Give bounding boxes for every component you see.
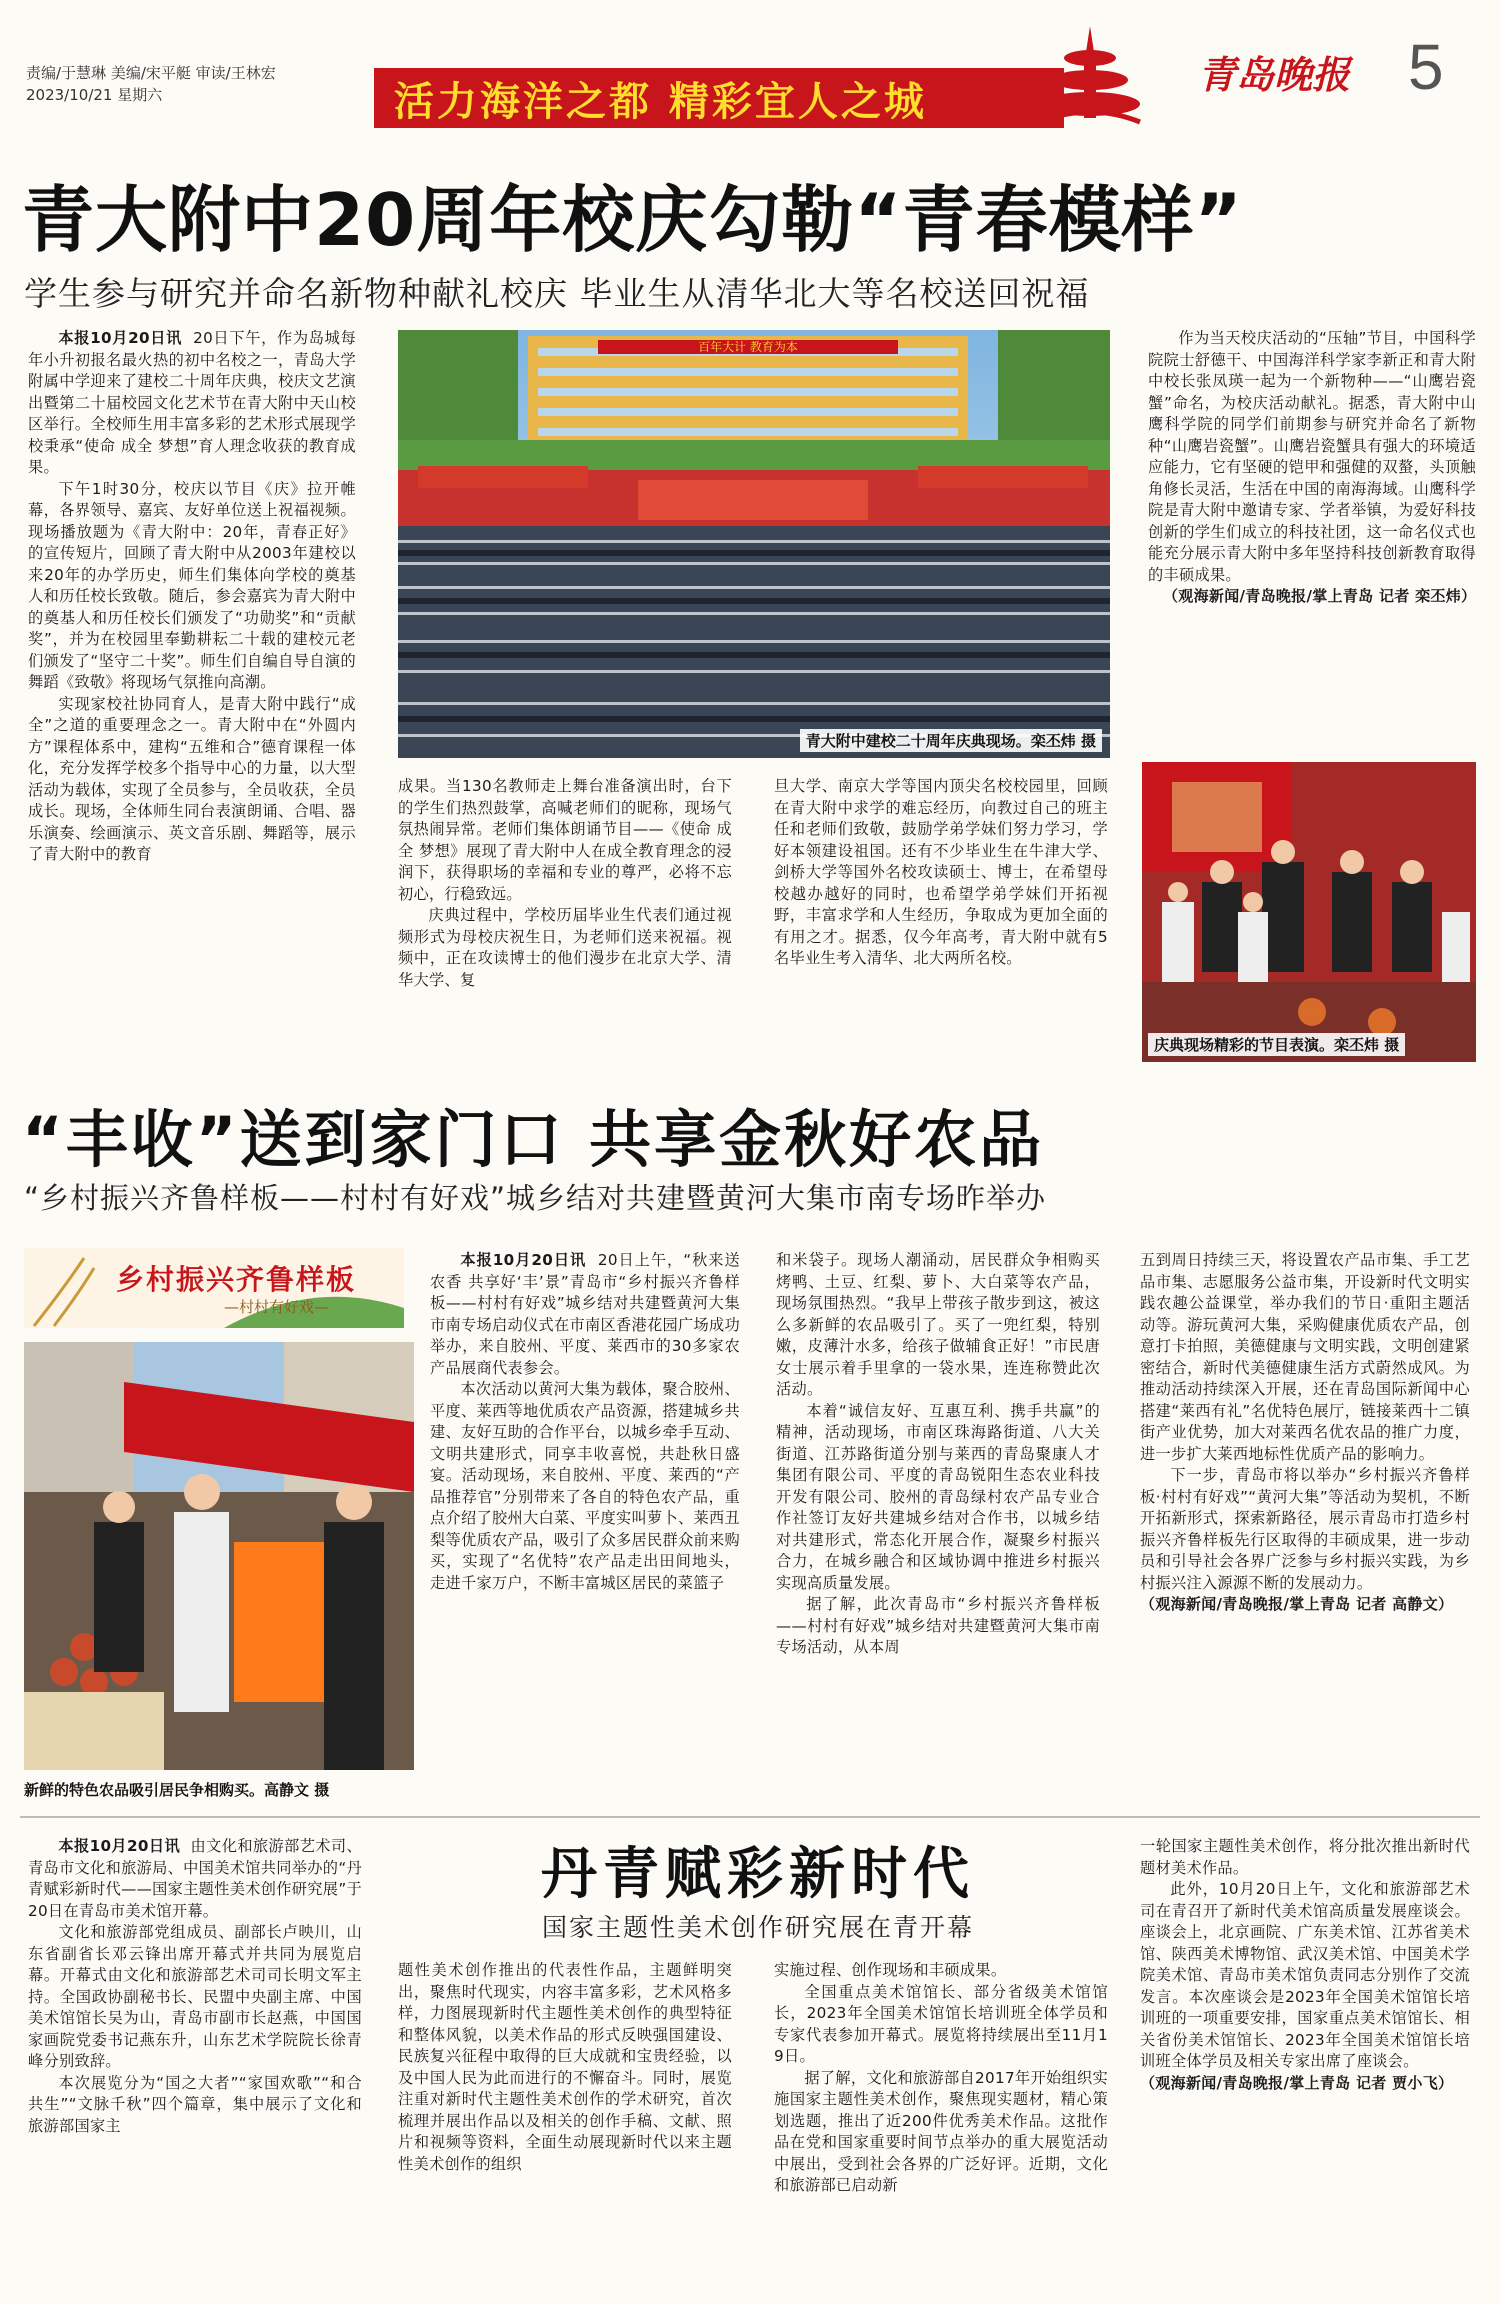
article2-col2 [776,1250,1100,1659]
article2-col2-p3: 据了解，此次青岛市“乡村振兴齐鲁样板——村村有好戏”城乡结对共建暨黄河大集市南专场活动，从本周 [776,1595,1100,1656]
tower-logo-icon [1030,22,1150,134]
article2-lead-tag: 本报10月20日讯 [460,1251,587,1269]
article3-col2-p1: 题性美术创作推出的代表性作品，主题鲜明突出，聚焦时代现实，内容丰富多彩，艺术风格多样，力图展现新时代主题性美术创作的典型特征和整体风貌，以美术作品的形式反映强国建设、民族复兴征程中取得的巨大成就和宝贵经验，以及中国人民为此而进行的不懈奋斗。同时，展览注重对新时代主题性美术创作的学术研究，首次梳理并展出作品以及相关的创作手稿、文献、照片和视频等资料，全面生动展现新时代以来主题性美术创作的组织 [398,1961,732,2173]
article2-photo-caption: 新鲜的特色农品吸引居民争相购买。高静文 摄 [24,1781,330,1799]
article1-col1-p2: 下午1时30分，校庆以节目《庆》拉开帷幕，各界领导、嘉宾、友好单位送上祝福视频。现场播放题为《青大附中：20年，青春正好》的宣传短片，回顾了青大附中从2003年建校以来20年的办学历史，师生们集体向学校的奠基人和历任校长致敬。随后，参会嘉宾为青大附中的奠基人和历任校长们颁发了“功勋奖”和“贡献奖”，并为在校园里奉勤耕耘二十载的建校元老们颁发了“坚守二十奖”。师生们自编自导自演的舞蹈《致敬》将现场气氛推向高潮。 [28,479,356,691]
article2-col3-p2: 下一步，青岛市将以举办“乡村振兴齐鲁样板·村村有好戏”“黄河大集”等活动为契机，不断开拓新形式，探索新路径，展示青岛市打造乡村振兴齐鲁样板先行区取得的丰硕成果，进一步动员和引导社会各界广泛参与乡村振兴实践，为乡村振兴注入源源不断的发展动力。 [1140,1466,1470,1592]
photo2-caption: 庆典现场精彩的节目表演。栾丕炜 摄 [1148,1033,1405,1056]
article2-title: “丰收”送到家门口 共享金秋好农品 [22,1103,1045,1176]
article1-col4-p1: 作为当天校庆活动的“压轴”节目，中国科学院院士舒德干、中国海洋科学家李新正和青大附中校长张凤瑛一起为一个新物种——“山鹰岩瓷蟹”命名，为校庆活动献礼。据悉，青大附中山鹰科学院的同学们前期参与研究并命名了新物种“山鹰岩瓷蟹”。山鹰岩瓷蟹具有强大的环境适应能力，它有坚硬的铠甲和强健的双螯，头顶触角修长灵活，生活在中国的南海海域。山鹰科学院是青大附中邀请专家、学者举镇，为爱好科技创新的学生们成立的科技社团，这一命名仪式也能充分展示青大附中多年坚持科技创新教育取得的丰硕成果。 [1148,329,1476,584]
article1-col3 [774,776,1108,970]
section-divider [20,1816,1480,1818]
article3-title: 丹青赋彩新时代 [541,1842,975,1907]
article1-photo-performance [1142,762,1476,1062]
issue-date: 2023/10/21 星期六 [26,86,163,104]
article1-col2-p1: 成果。当130名教师走上舞台准备演出时，台下的学生们热烈鼓掌，高喊老师们的昵称，现场气氛热闹异常。老师们集体朗诵节目——《使命 成全 梦想》展现了青大附中人在成全教育理念的浸润下，获得职场的幸福和专业的尊严，必将不忘初心，行稳致远。 [398,777,732,903]
article3-col4-p2: 此外，10月20日上午，文化和旅游部艺术司在青召开了新时代美术馆高质量发展座谈会。座谈会上，北京画院、广东美术馆、江苏省美术馆、陕西美术博物馆、武汉美术馆、中国美术学院美术馆、青岛市美术馆负责同志分别作了交流发言。本次座谈会是2023年全国美术馆馆长培训班的一项重要安排，国家重点美术馆馆长、相关省份美术馆馆长、2023年全国美术馆馆长培训班全体学员及相关专家出席了座谈会。 [1140,1880,1470,2070]
article1-col1-p1: 20日下午，作为岛城每年小升初报名最火热的初中名校之一，青岛大学附属中学迎来了建校二十周年庆典，校庆文艺演出暨第二十届校园文化艺术节在青大附中天山校区举行。全校师生用丰富多彩的艺术形式展现学校秉承“使命 成全 梦想”育人理念收获的教育成果。 [28,329,356,476]
article1-col2 [398,776,732,991]
badge-main-text: 乡村振兴齐鲁样板 [116,1263,357,1296]
article3-subtitle: 国家主题性美术创作研究展在青开幕 [541,1913,974,1942]
article3-col2 [398,1960,732,2175]
article2-subtitle: “乡村振兴齐鲁样板——村村有好戏”城乡结对共建暨黄河大集市南专场昨举办 [24,1181,1047,1215]
article3-col3 [774,1960,1108,2197]
article2-col1-p2: 本次活动以黄河大集为载体，聚合胶州、平度、莱西等地优质农产品资源，搭建城乡共建、友好互助的合作平台，以城乡牵手互动、文明共建形式，同享丰收喜悦，共赴秋日盛宴。活动现场，来自胶州、平度、莱西的“产品推荐官”分别带来了各自的特色农产品，重点介绍了胶州大白菜、平度实叫萝卜、莱西丑梨等优质农产品，吸引了众多居民群众前来购买，实现了“名优特”农产品走出田间地头，走进千家万户，不断丰富城区居民的菜篮子 [430,1380,740,1592]
article3-col4 [1140,1836,1470,2094]
article2-col2-p1: 和米袋子。现场人潮涌动，居民群众争相购买烤鸭、土豆、红梨、萝卜、大白菜等农产品，现场氛围热烈。“我早上带孩子散步到这，被这么多新鲜的农品吸引了。买了一兜红梨，特别嫩，皮薄汁水多，给孩子做辅食正好！”市民唐女士展示着手里拿的一袋水果，连连称赞此次活动。 [776,1251,1100,1398]
page-number: 5 [1408,31,1444,103]
article1-title: 青大附中20周年校庆勾勒“青春模样” [22,178,1243,262]
market-photo-image [24,1342,414,1770]
article1-signoff: （观海新闻/青岛晚报/掌上青岛 记者 栾丕炜） [1163,587,1477,605]
article3-col1-p3: 本次展览分为“国之大者”“家国欢歌”“和合共生”“文脉千秋”四个篇章，集中展示了文化和旅游部国家主 [28,2073,362,2135]
article3-col4-p1: 一轮国家主题性美术创作，将分批次推出新时代题材美术作品。 [1140,1837,1470,1877]
banner-slogan: 活力海洋之都 精彩宜人之城 [394,78,927,125]
ceremony-photo-image [398,330,1110,758]
article1-col2-p2: 庆典过程中，学校历届毕业生代表们通过视频形式为母校庆祝生日，为老师们送来祝福。视频中，正在攻读博士的他们漫步在北京大学、清华大学、复 [398,906,732,989]
article3-col1-p2: 文化和旅游部党组成员、副部长卢映川，山东省副省长邓云锋出席开幕式并共同为展览启幕。开幕式由文化和旅游部艺术司司长明文军主持。全国政协副秘书长、民盟中央副主席、中国美术馆馆长吴为山，青岛市副市长赵燕，中国国家画院党委书记燕东升，山东艺术学院院长徐青峰分别致辞。 [28,1923,362,2070]
article2-col2-p2: 本着“诚信友好、互惠互利、携手共赢”的精神，活动现场，市南区珠海路街道、八大关街道、江苏路街道分别与莱西的青岛聚康人才集团有限公司、平度的青岛锐阳生态农业科技开发有限公司、胶州的青岛绿村农产品专业合作社签订友好共建城乡结对合作书，以城乡结对共建形式，常态化开展合作，凝聚乡村振兴合力，在城乡融合和区域协调中推进乡村振兴实现高质量发展。 [776,1401,1100,1592]
article3-col3-p3: 据了解，文化和旅游部自2017年开始组织实施国家主题性美术创作，聚焦现实题材，精心策划选题，推出了近200件优秀美术作品。这批作品在党和国家重要时间节点举办的重大展览活动中展出，受到社会各界的广泛好评。近期，文化和旅游部已启动新 [774,2068,1108,2194]
article2-col3-p1: 五到周日持续三天，将设置农产品市集、手工艺品市集、志愿服务公益市集，开设新时代文明实践农趣公益课堂，举办我们的节日·重阳主题活动等。游玩黄河大集，采购健康优质农产品，创意打卡拍照，美德健康与文明实践，文明创建紧密结合，新时代美德健康生活方式蔚然成风。为推动活动持续深入开展，还在青岛国际新闻中心搭建“莱西有礼”名优特色展厅，链接莱西十二镇街产业优势，加大对莱西名优农品的推广力度，进一步扩大莱西地标性优质产品的影响力。 [1140,1251,1470,1463]
badge-sub-text: —村村有好戏— [224,1298,330,1316]
newspaper-logo: 青岛晚报 [1198,52,1351,97]
article3-col3-p2: 全国重点美术馆馆长、部分省级美术馆馆长，2023年全国美术馆馆长培训班全体学员和专家代表参加开幕式。展览将持续展出至11月19日。 [774,1982,1108,2065]
article3-lead-tag: 本报10月20日讯 [58,1837,181,1855]
article2-col1 [430,1250,740,1594]
article3-col3-p1: 实施过程、创作现场和丰硕成果。 [774,1961,1007,1979]
editors-line: 责编/于慧琳 美编/宋平艇 审读/王林宏 [26,64,276,82]
article1-subtitle: 学生参与研究并命名新物种献礼校庆 毕业生从清华北大等名校送回祝福 [24,274,1090,313]
article1-col1 [28,328,356,866]
rural-revitalization-badge [24,1248,404,1328]
article1-col3-p1: 旦大学、南京大学等国内顶尖名校校园里，回顾在青大附中求学的难忘经历，向教过自己的班主任和老师们致敬，鼓励学弟学妹们努力学习，学好本领建设祖国。还有不少毕业生在牛津大学、剑桥大学等国外名校攻读硕士、博士，在希望母校越办越好的同时，也希望学弟学妹们开拓视野，丰富求学和人生经历，争取成为更加全面的有用之才。据悉，仅今年高考，青大附中就有5名毕业生考入清华、北大两所名校。 [774,777,1108,967]
ceremony-banner-text: 百年大计 教育为本 [698,340,798,354]
article2-photo-market [24,1342,414,1799]
article3-col1-p1: 由文化和旅游部艺术司、青岛市文化和旅游局、中国美术馆共同举办的“丹青赋彩新时代——国家主题性美术创作研究展”于20日在青岛市美术馆开幕。 [28,1837,362,1920]
editor-credits [26,62,366,106]
article1-col1-p3: 实现家校社协同育人，是青大附中践行“成全”之道的重要理念之一。青大附中在“外圆内方”课程体系中，建构“五维和合”德育课程一体化，充分发挥学校多个指导中心的力量，以大型活动为载体，实现了全员参与，全员收获，全员成长。现场，全体师生同台表演朗诵、合唱、器乐演奏、绘画演示、英文音乐剧、舞蹈等，展示了青大附中的教育 [28,694,356,863]
article2-col1-p1: 20日上午，“秋来送农香 共享好‘丰’景”青岛市“乡村振兴齐鲁样板——村村有好戏”城乡结对共建暨黄河大集市南专场启动仪式在市南区香港花园广场成功举办，来自胶州、平度、莱西市的30多家农产品展商代表参会。 [430,1251,740,1377]
article3-col1 [28,1836,362,2137]
photo1-caption: 青大附中建校二十周年庆典现场。栾丕炜 摄 [800,729,1102,752]
article1-col4 [1148,328,1476,608]
performance-photo-image [1142,762,1476,1062]
article1-lead-tag: 本报10月20日讯 [58,329,183,347]
article2-signoff: （观海新闻/青岛晚报/掌上青岛 记者 高静文） [1140,1595,1454,1613]
header-banner [374,68,1064,128]
article1-photo-ceremony [398,330,1110,758]
article2-col3 [1140,1250,1470,1616]
article3-signoff: （观海新闻/青岛晚报/掌上青岛 记者 贾小飞） [1140,2073,1454,2092]
